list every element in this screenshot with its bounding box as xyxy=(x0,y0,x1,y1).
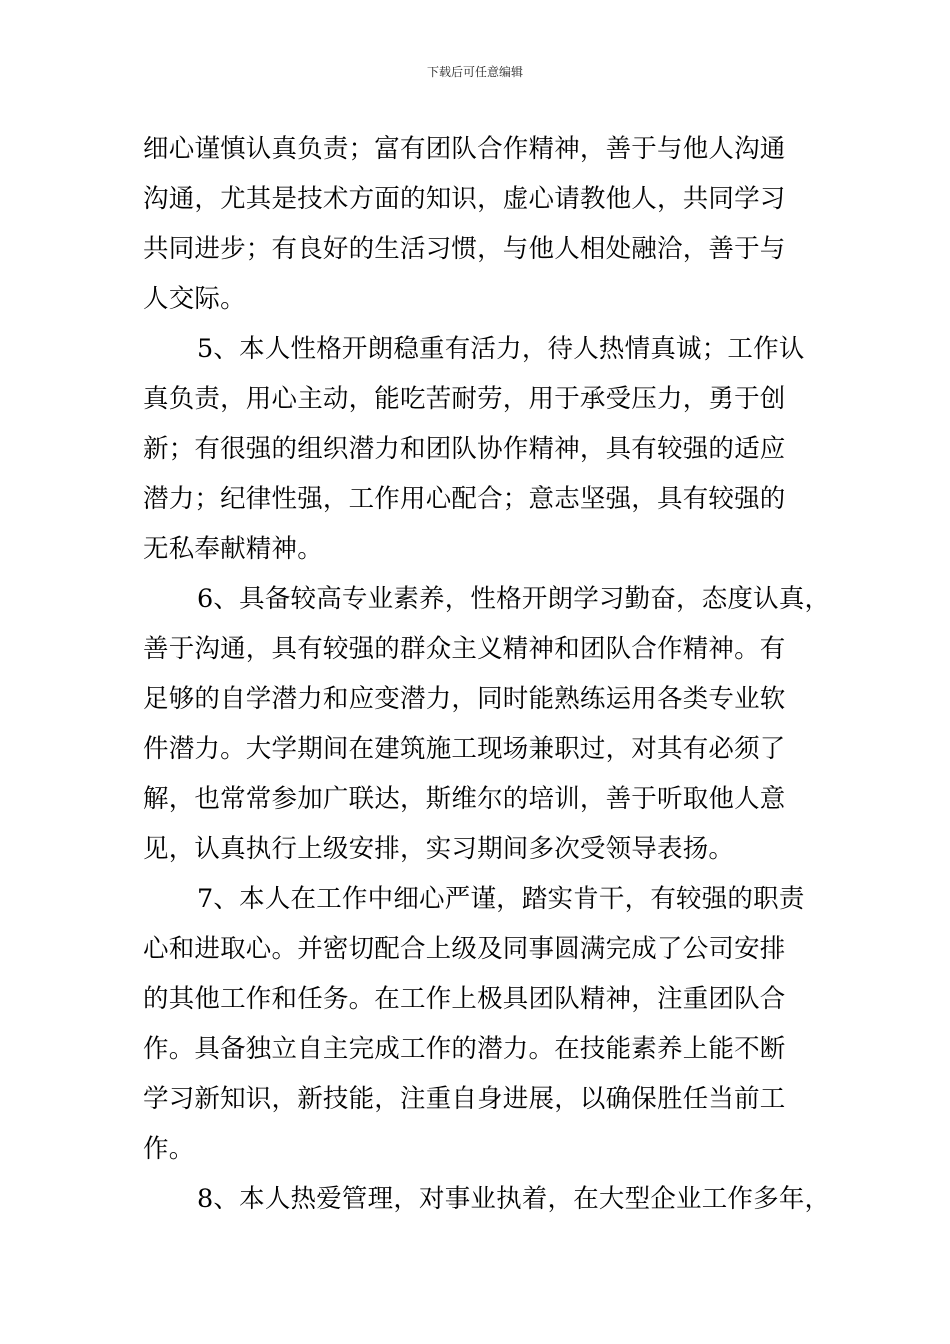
document-body xyxy=(143,124,831,1224)
page-header-note: 下载后可任意编辑 xyxy=(426,65,523,79)
text-line: 足够的自学潜力和应变潜力，同时能熟练运用各类专业软 xyxy=(143,684,786,714)
text-line: 作。具备独立自主完成工作的潜力。在技能素养上能不断 xyxy=(143,1034,786,1064)
paragraph-start-line: 8、本人热爱管理，对事业执着，在大型企业工作多年， xyxy=(197,1184,831,1214)
text-line: 善于沟通，具有较强的群众主义精神和团队合作精神。有 xyxy=(143,634,786,664)
text-line: 共同进步；有良好的生活习惯，与他人相处融洽，善于与 xyxy=(143,234,786,264)
text-line: 解，也常常参加广联达，斯维尔的培训，善于听取他人意 xyxy=(143,784,786,814)
paragraph-start-line: 7、本人在工作中细心严谨，踏实肯干，有较强的职责 xyxy=(197,884,805,914)
paragraph-start-line: 5、本人性格开朗稳重有活力，待人热情真诚；工作认 xyxy=(197,334,805,364)
text-line: 人交际。 xyxy=(143,284,246,314)
text-line: 件潜力。大学期间在建筑施工现场兼职过，对其有必须了 xyxy=(143,734,786,764)
text-line: 沟通，尤其是技术方面的知识，虚心请教他人，共同学习 xyxy=(143,184,786,214)
text-line: 细心谨慎认真负责；富有团队合作精神，善于与他人沟通 xyxy=(143,134,786,164)
text-line: 潜力；纪律性强，工作用心配合；意志坚强，具有较强的 xyxy=(143,484,786,514)
text-line: 学习新知识，新技能，注重自身进展，以确保胜任当前工 xyxy=(143,1084,786,1114)
text-line: 心和进取心。并密切配合上级及同事圆满完成了公司安排 xyxy=(143,934,786,964)
paragraph-start-line: 6、具备较高专业素养，性格开朗学习勤奋，态度认真， xyxy=(197,584,831,614)
text-line: 的其他工作和任务。在工作上极具团队精神，注重团队合 xyxy=(143,984,786,1014)
text-line: 作。 xyxy=(143,1134,195,1164)
text-line: 无私奉献精神。 xyxy=(143,534,323,564)
text-line: 真负责，用心主动，能吃苦耐劳，用于承受压力，勇于创 xyxy=(143,384,786,414)
text-line: 见，认真执行上级安排，实习期间多次受领导表扬。 xyxy=(143,834,735,864)
text-line: 新；有很强的组织潜力和团队协作精神，具有较强的适应 xyxy=(143,434,786,464)
